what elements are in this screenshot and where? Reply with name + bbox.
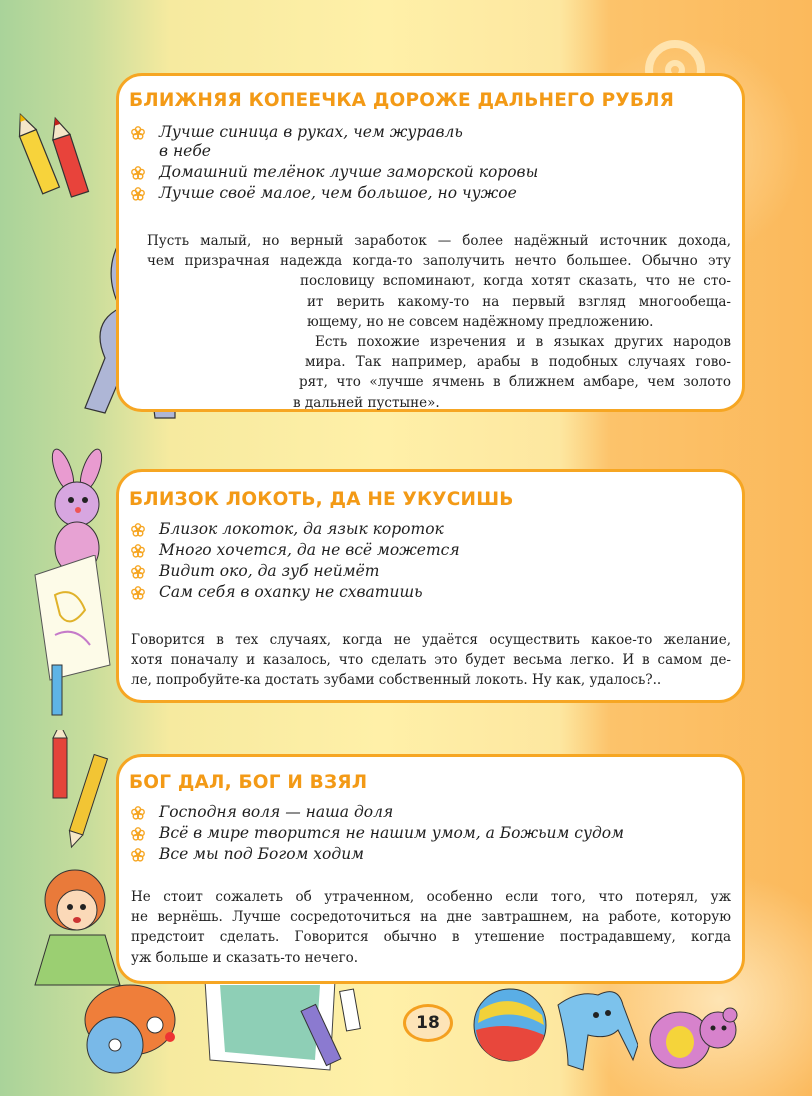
proverb-item bbox=[131, 121, 538, 161]
flower-bullet-icon bbox=[131, 565, 145, 579]
paragraph-line: Пусть малый, но верный заработок — более надёжный источник дохода, bbox=[147, 233, 731, 249]
paragraph-line: хотя поначалу и казалось, что сделать это будет весьма легко. И в самом де- bbox=[131, 652, 731, 669]
card-title: БЛИЖНЯЯ КОПЕЕЧКА ДОРОЖЕ ДАЛЬНЕГО РУБЛЯ bbox=[129, 90, 675, 111]
proverb-card-2 bbox=[116, 469, 745, 703]
proverb-item bbox=[131, 182, 538, 203]
proverb-item bbox=[131, 843, 624, 864]
paragraph-line: рят, что «лучше ячмень в ближнем амбаре, чем золото bbox=[299, 374, 731, 391]
paragraph-line: уж больше и сказать-то нечего. bbox=[131, 949, 359, 966]
paragraph-line: в дальней пустыне». bbox=[293, 394, 440, 411]
explanation-paragraph bbox=[147, 231, 731, 413]
proverb-text: Все мы под Богом ходим bbox=[159, 845, 365, 863]
toy-car-icon bbox=[60, 975, 190, 1080]
flower-bullet-icon bbox=[131, 827, 145, 841]
cat-toy-icon bbox=[548, 985, 638, 1080]
proverb-list bbox=[131, 518, 460, 602]
proverb-item bbox=[131, 539, 460, 560]
flower-bullet-icon bbox=[131, 586, 145, 600]
paragraph-line: не вернёшь. Лучше сосредоточиться на дне завтрашнем, на работе, которую bbox=[131, 909, 731, 926]
flower-bullet-icon bbox=[131, 166, 145, 180]
card-title: БОГ ДАЛ, БОГ И ВЗЯЛ bbox=[129, 772, 368, 793]
paragraph-line: Есть похожие изречения и в языках других народов bbox=[315, 334, 731, 351]
card-title: БЛИЗОК ЛОКОТЬ, ДА НЕ УКУСИШЬ bbox=[129, 489, 514, 510]
proverb-card-3 bbox=[116, 754, 745, 984]
proverb-list bbox=[131, 801, 624, 864]
ball-icon bbox=[470, 985, 550, 1065]
proverb-list bbox=[131, 121, 538, 203]
proverb-text: Домашний телёнок лучше заморской коровы bbox=[159, 163, 539, 181]
paragraph-line: предстоит сделать. Говорится обычно в утешение пострадавшему, когда bbox=[131, 929, 731, 946]
marker-icon bbox=[195, 980, 395, 1080]
proverb-text: Лучше своё малое, чем большое, но чужое bbox=[159, 184, 517, 202]
proverb-item bbox=[131, 161, 538, 182]
proverb-item bbox=[131, 560, 460, 581]
crayons-icon bbox=[45, 730, 115, 850]
proverb-text: Видит око, да зуб неймёт bbox=[159, 562, 380, 580]
paragraph-line: ле, попробуйте-ка достать зубами собственный локоть. Ну как, удалось?.. bbox=[131, 672, 662, 689]
page-number-badge: 18 bbox=[403, 1004, 453, 1042]
flower-bullet-icon bbox=[131, 523, 145, 537]
proverb-text: Господня воля — наша доля bbox=[159, 803, 394, 821]
flower-bullet-icon bbox=[131, 848, 145, 862]
teddy-bear-icon bbox=[640, 990, 740, 1080]
proverb-text: Лучше синица в руках, чем журавль bbox=[159, 123, 463, 141]
proverb-text: Сам себя в охапку не схватишь bbox=[159, 583, 423, 601]
paragraph-line: ющему, но не совсем надёжному предложению. bbox=[307, 313, 654, 330]
child-drawing-icon bbox=[30, 555, 115, 720]
proverb-item bbox=[131, 581, 460, 602]
flower-bullet-icon bbox=[131, 187, 145, 201]
flower-bullet-icon bbox=[131, 806, 145, 820]
flower-bullet-icon bbox=[131, 544, 145, 558]
paragraph-line: Не стоит сожалеть об утраченном, особенно если того, что потерял, уж bbox=[131, 889, 731, 905]
proverb-text: Близок локоток, да язык короток bbox=[159, 520, 444, 538]
paragraph-line: пословицу вспоминают, когда хотят сказать, что не сто- bbox=[300, 273, 731, 290]
crayons-icon bbox=[10, 105, 100, 200]
flower-bullet-icon bbox=[131, 126, 145, 140]
explanation-paragraph bbox=[131, 630, 731, 691]
proverb-item bbox=[131, 801, 624, 822]
paragraph-line: ит верить какому-то на первый взгляд многообеща- bbox=[307, 293, 731, 310]
paragraph-line: чем призрачная надежда когда-то заполучить нечто большее. Обычно эту bbox=[147, 253, 731, 270]
proverb-item bbox=[131, 822, 624, 843]
proverb-item bbox=[131, 518, 460, 539]
explanation-paragraph bbox=[131, 887, 731, 968]
paragraph-line: мира. Так например, арабы в подобных случаях гово- bbox=[305, 354, 731, 371]
paragraph-line: Говорится в тех случаях, когда не удаётся осуществить какое-то желание, bbox=[131, 632, 731, 648]
proverb-text: Всё в мире творится не нашим умом, а Божьим судом bbox=[159, 824, 624, 842]
proverb-text: Много хочется, да не всё можется bbox=[159, 541, 460, 559]
proverb-card-1 bbox=[116, 73, 745, 412]
proverb-text-cont: в небе bbox=[159, 142, 211, 160]
